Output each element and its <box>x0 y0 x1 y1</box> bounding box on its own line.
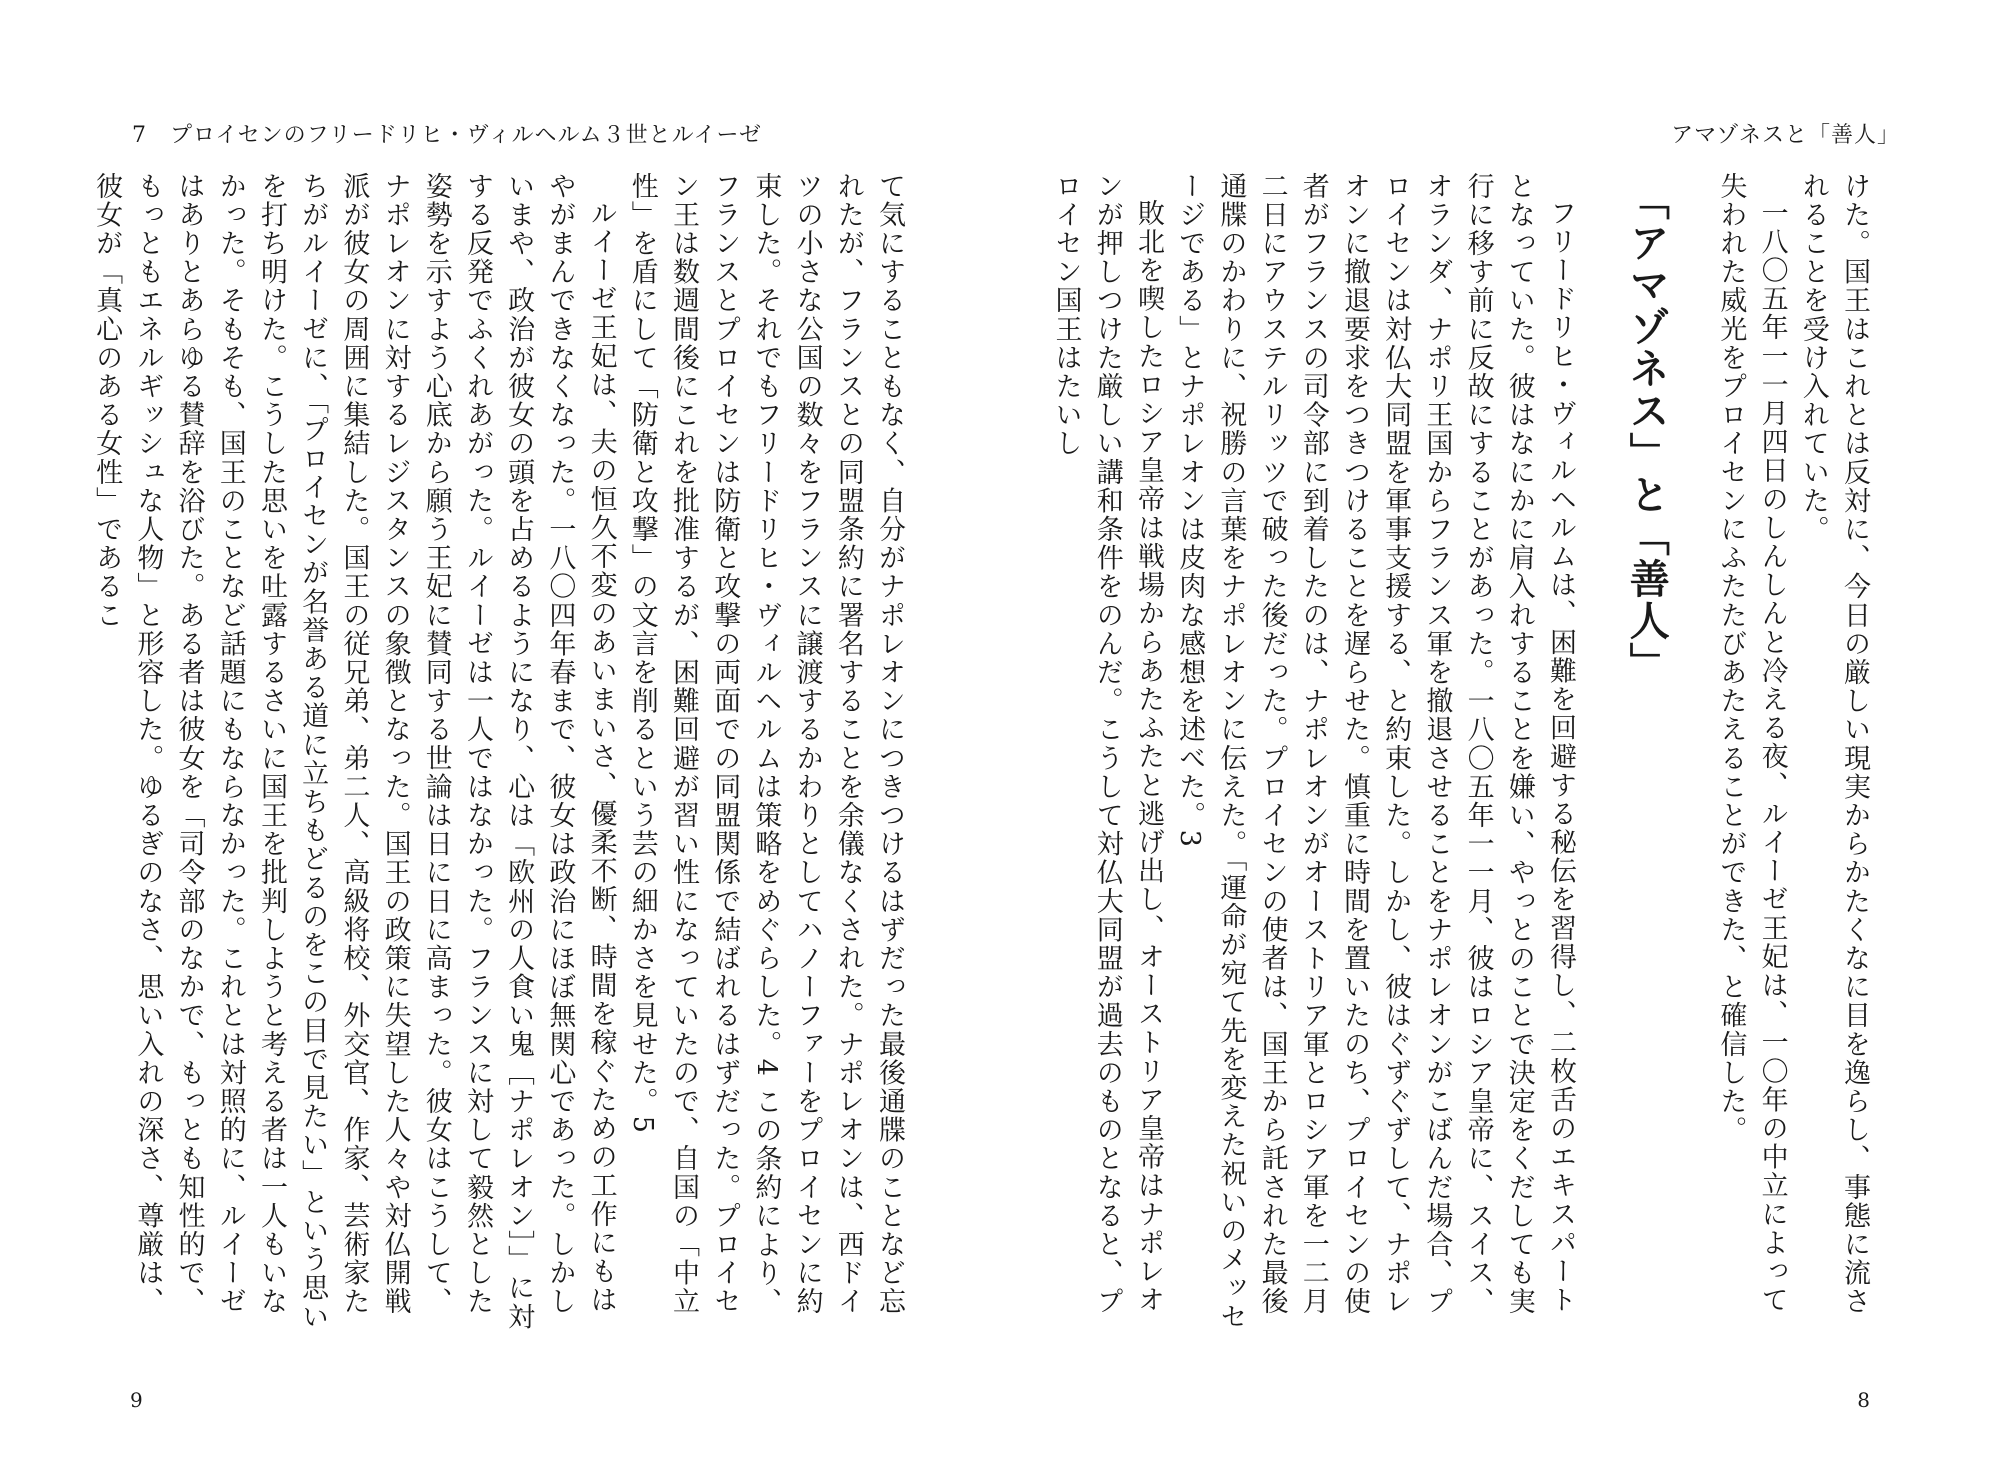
right-paragraph-3: フリードリヒ・ヴィルヘルムは、困難を回避する秘伝を習得し、二枚舌のエキスパートとなっていた。彼はなにかに肩入れすることを嫌い、やっとのことで決定をくだしても実行に移す前に反故にすることがあった。一八〇五年一一月、彼はロシア皇帝に、スイス、オランダ、ナポリ王国からフランス軍を撤退させることをナポレオンがこばんだ場合、プロイセンは対仏大同盟を軍事支援する、と約束した。しかし、彼はぐずぐずして、ナポレオンに撤退要求をつきつけることを遅らせた。慎重に時間を置いたのち、プロイセンの使者がフランスの司令部に到着したのは、ナポレオンがオーストリア軍とロシア軍を一二月二日にアウステルリッツで破った後だった。プロイセンの使者は、国王から託された最後通牒のかわりに、祝勝の言葉をナポレオンに伝えた。「運命が宛て先を変えた祝いのメッセージである」とナポレオンは皮肉な感想を述べた。3 <box>1174 172 1576 1332</box>
right-page <box>1000 0 2000 1471</box>
left-paragraph-2: ルイーゼ王妃は、夫の恒久不変のあいまいさ、優柔不断、時間を稼ぐための工作にもはやがまんできなくなった。一八〇四年春まで、彼女は政治にほぼ無関心であった。しかしいまや、政治が彼女の頭を占めるようになり、心は「欧州の人食い鬼［ナポレオン］」に対する反発でふくれあがった。ルイーゼは一人ではなかった。フランスに対して毅然とした姿勢を示すよう心底から願う王妃に賛同する世論は日に日に高まった。彼女はこうして、ナポレオンに対するレジスタンスの象徴となった。国王の政策に失望した人々や対仏開戦派が彼女の周囲に集結した。国王の従兄弟、弟二人、高級将校、外交官、作家、芸術家たちがルイーゼに、「プロイセンが名誉ある道に立ちもどるのをこの目で見たい」という思いを打ち明けた。こうした思いを吐露するさいに国王を批判しようと考える者は一人もいなかった。そもそも、国王のことなど話題にもならなかった。これとは対照的に、ルイーゼはありとあらゆる賛辞を浴びた。ある者は彼女を「司令部のなかで、もっとも知性的で、もっともエネルギッシュな人物」と形容した。ゆるぎのなさ、思い入れの深さ、尊厳は、彼女が「真心のある女性」であるこ <box>91 172 617 1332</box>
page-number-right: 8 <box>1857 1388 1870 1412</box>
left-paragraph-1: て気にすることもなく、自分がナポレオンにつきつけるはずだった最後通牒のことなど忘れたが、フランスとの同盟条約に署名することを余儀なくされた。ナポレオンは、西ドイツの小さな公国の数々をフランスに譲渡するかわりとしてハノーファーをプロイセンに約束した。それでもフリードリヒ・ヴィルヘルムは策略をめぐらした。4 この条約により、フランスとプロイセンは防衛と攻撃の両面での同盟関係で結ばれるはずだった。プロイセン王は数週間後にこれを批准するが、困難回避が習い性になっていたので、自国の「中立性」を盾にして「防衛と攻撃」の文言を削るという芸の細かさを見せた。5 <box>626 172 905 1317</box>
right-paragraph-4: 敗北を喫したロシア皇帝は戦場からあたふたと逃げ出し、オーストリア皇帝はナポレオンが押しつけた厳しい講和条件をのんだ。こうして対仏大同盟が過去のものとなると、プロイセン国王はたいし <box>1050 172 1164 1316</box>
running-header-right: アマゾネスと「善人」 <box>1671 123 1900 148</box>
section-heading: 「アマゾネス」と「善人」 <box>1623 180 1670 684</box>
right-paragraph-2: 一八〇五年一一月四日のしんしんと冷える夜、ルイーゼ王妃は、一〇年の中立によって失われた威光をプロイセンにふたたびあたえることができた、と確信した。 <box>1715 172 1788 1315</box>
right-page-body <box>1050 172 1875 1342</box>
right-paragraph-1: けた。国王はこれとは反対に、今日の厳しい現実からかたくなに目を逸らし、事態に流されることを受け入れていた。 <box>1797 172 1870 1316</box>
running-header-left: 7 プロイセンのフリードリヒ・ヴィルヘルム３世とルイーゼ <box>132 123 763 148</box>
left-page-body <box>91 172 910 1342</box>
page-number-left: 9 <box>130 1388 143 1412</box>
